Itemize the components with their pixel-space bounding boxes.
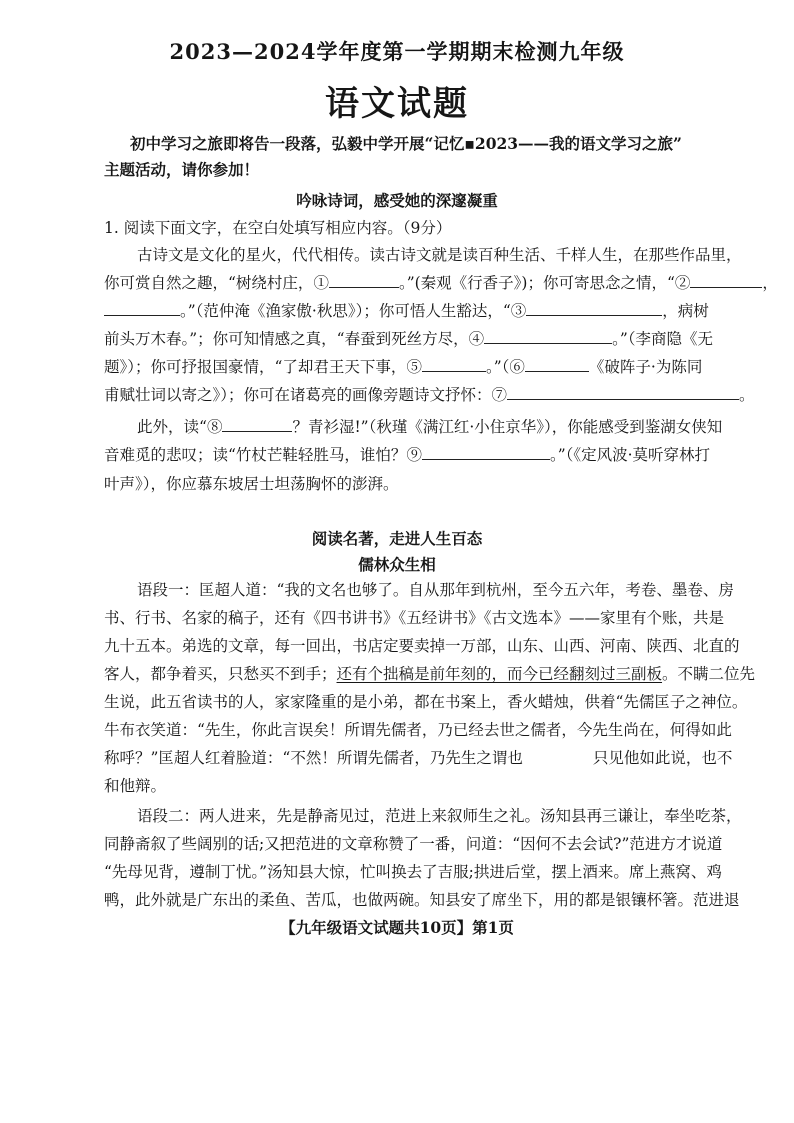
fill-in-blank-4[interactable] [484, 329, 612, 354]
blank-number: ① [313, 274, 329, 292]
passage-line-5: 题》）；你可抒报国豪情，“了却君王天下事，⑤ 。”（⑥ 《破阵子·为陈同 [104, 357, 794, 382]
para1-line-8: 和他辩。 [104, 777, 167, 795]
fill-in-blank-2-cont[interactable] [104, 301, 180, 326]
para2-line-4: 鸭，此外就是广东出的柔鱼、苦瓜，也做两碗。知县安了席坐下，用的都是银镶杯箸。范进退 [104, 891, 740, 909]
blank-number: ④ [468, 330, 485, 348]
section1-heading: 吟咏诗词，感受她的深邃凝重 [296, 191, 498, 210]
para1-line-5: 生说，此五省读书的人，家家隆重的是小弟，都在书案上，香火蜡烛，供着“先儒匡子之神位。 [104, 693, 748, 711]
exam-header: 2023—2024学年度第一学期期末检测九年级 [169, 39, 625, 64]
passage-line-2: 你可赏自然之趣，“树绕村庄，① 。”(秦观《行香子》)；你可寄思念之情，“② ， [104, 273, 794, 298]
passage-line-6: 甫赋壮词以寄之》）；你可在诸葛亮的画像旁题诗文抒怀：⑦ 。 [104, 385, 794, 410]
blank-number: ⑧ [206, 418, 223, 436]
question-1: 1. 阅读下面文字，在空白处填写相应内容。（9分） [104, 219, 452, 237]
passage-line-8: 音难觅的悲叹；读“竹杖芒鞋轻胜马，谁怕？⑨ 。”（《定风波·莫听穿林打 [104, 445, 794, 470]
para2-line-1: 语段二：两人进来，先是静斋见过，范进上来叙师生之礼。汤知县再三谦让，奉坐吃茶， [137, 807, 742, 825]
blank-number: ⑦ [491, 386, 508, 404]
fill-in-blank-1[interactable] [329, 273, 399, 298]
fill-in-blank-7[interactable] [507, 385, 739, 410]
blank-number: ⑥ [509, 358, 525, 376]
fill-in-blank-6[interactable] [525, 357, 589, 382]
passage-line-4: 前头万木春。”；你可知情感之真，“春蚕到死丝方尽，④ 。”（李商隐《无 [104, 329, 794, 354]
section2-subheading: 儒林众生相 [358, 555, 436, 574]
blank-number: ⑤ [406, 358, 422, 376]
para1-line-7: 称呼？”匡超人红着脸道：“不然！所谓先儒者，乃先生之谓也 只见他如此说，也不 [104, 749, 733, 767]
para2-line-2: 同静斋叙了些阔别的话;又把范进的文章称赞了一番，问道：“因何不去会试?”范进方才说道 [104, 835, 723, 853]
section2-heading: 阅读名著，走进人生百态 [311, 529, 483, 548]
para2-line-3: “先母见背，遵制丁忧。”汤知县大惊，忙叫换去了吉服;拱进后堂，摆上酒来。席上燕窝、鸡 [104, 863, 722, 881]
fill-in-blank-9[interactable] [422, 445, 550, 470]
fill-in-blank-3[interactable] [526, 301, 662, 326]
para1-line-1: 语段一：匡超人道：“我的文名也够了。自从那年到杭州，至今五六年，考卷、墨卷、房 [137, 581, 734, 599]
page-title: 语文试题 [325, 84, 469, 124]
fill-in-blank-5[interactable] [422, 357, 486, 382]
intro-line-1: 初中学习之旅即将告一段落，弘毅中学开展“记忆▪2023——我的语文学习之旅” [130, 134, 682, 153]
intro-line-2: 主题活动，请你参加！ [104, 160, 260, 179]
para1-line-2: 书、行书、名家的稿子，还有《四书讲书》《五经讲书》《古文选本》——家里有个账，共是 [104, 609, 725, 627]
passage-line-7: 此外，读“⑧ ？青衫湿!”（秋瑾《满江红·小住京华》），你能感受到鉴湖女侠知 [137, 417, 794, 442]
para1-line-4: 客人，都争着买，只愁买不到手；还有个拙稿是前年刻的，而今已经翻刻过三副板。不瞒二位先 [104, 665, 756, 683]
para1-line-3: 九十五本。弟选的文章，每一回出，书店定要卖掉一万部，山东、山西、河南、陕西、北直的 [104, 637, 740, 655]
fill-in-blank-8[interactable] [222, 417, 292, 442]
underlined-sentence: 还有个拙稿是前年刻的，而今已经翻刻过三副板 [336, 665, 663, 683]
page-footer: 【九年级语文试题共10页】第1页 [280, 918, 514, 937]
passage-line-3: 。”（范仲淹《渔家傲·秋思》）；你可悟人生豁达，“③ ，病树 [104, 301, 794, 326]
blank-number: ② [674, 274, 691, 292]
blank-number: ⑨ [406, 446, 422, 464]
para1-line-6: 牛布衣笑道：“先生，你此言误矣！所谓先儒者，乃已经去世之儒者，今先生尚在，何得如此 [104, 721, 732, 739]
passage-line-1: 古诗文是文化的星火，代代相传。读古诗文就是读百种生活、千样人生，在那些作品里， [137, 246, 742, 264]
fill-in-blank-2[interactable] [690, 273, 762, 298]
passage-line-9: 叶声》），你应慕东坡居士坦荡胸怀的澎湃。 [104, 475, 399, 493]
blank-number: ③ [510, 302, 527, 320]
